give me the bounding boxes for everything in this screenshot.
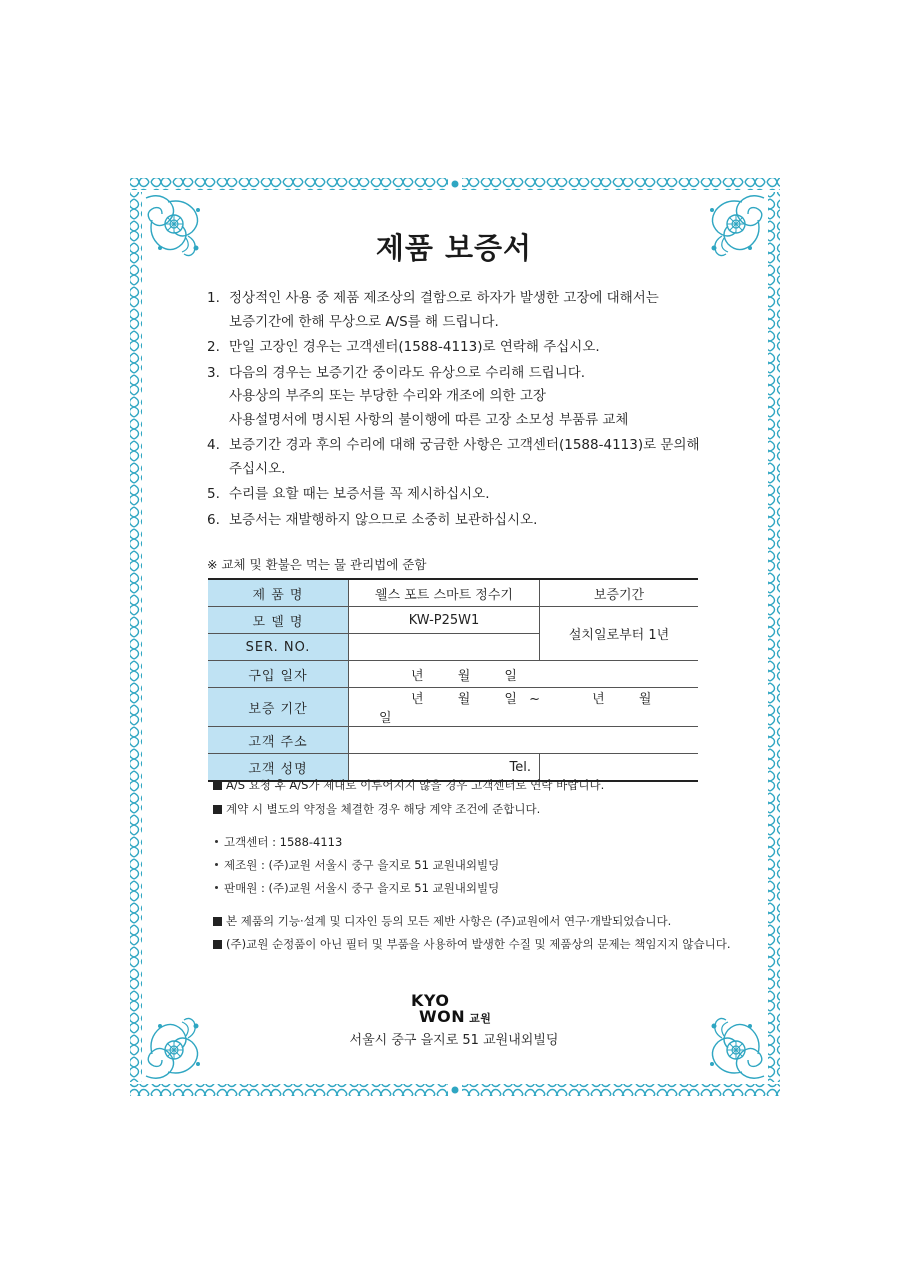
term-item <box>207 362 727 433</box>
dot-bullet-icon <box>215 886 218 889</box>
term-text: 주십시오. <box>229 460 286 477</box>
term-text: 만일 고장인 경우는 고객센터(1588-4113)로 연락해 주십시오. <box>229 339 600 355</box>
year-label: 년 <box>592 692 605 707</box>
dot-bullet-icon <box>215 840 218 843</box>
term-text: 정상적인 사용 중 제품 제조상의 결함으로 하자가 발생한 고장에 대해서는 <box>229 290 659 306</box>
tel-label: Tel. <box>509 759 531 775</box>
notice-item <box>213 801 540 817</box>
warranty-table <box>208 578 698 782</box>
term-number: 4. <box>207 437 220 453</box>
year-label: 년 <box>411 668 424 684</box>
model-name-label: 모 델 명 <box>208 607 349 634</box>
day-label: 일 <box>379 711 392 726</box>
dot-bullet-icon <box>215 863 218 866</box>
month-label: 월 <box>638 692 652 707</box>
table-row <box>208 607 698 634</box>
square-bullet-icon <box>213 940 222 949</box>
term-item <box>207 336 727 360</box>
serial-number-field[interactable] <box>349 634 540 661</box>
customer-name-label: 고객 성명 <box>208 754 349 782</box>
term-item <box>207 509 727 533</box>
warranty-dates-label: 보증 기간 <box>208 688 349 727</box>
square-bullet-icon <box>213 805 222 814</box>
notice-item <box>213 913 671 929</box>
replacement-note: ※ 교체 및 환불은 먹는 물 관리법에 준함 <box>207 557 427 572</box>
notice-text: 본 제품의 기능·설계 및 디자인 등의 모든 제반 사항은 (주)교원에서 연구·개발되었습니다. <box>226 914 672 928</box>
purchase-date-field[interactable] <box>349 661 699 688</box>
term-number: 1. <box>207 290 220 306</box>
logo-line-2 <box>411 1009 491 1027</box>
serial-number-label: SER. NO. <box>208 634 349 661</box>
logo-korean: 교원 <box>469 1012 492 1025</box>
term-item <box>207 287 727 334</box>
notice-item <box>213 777 604 793</box>
term-number: 5. <box>207 486 220 502</box>
customer-address-field[interactable] <box>349 727 699 754</box>
table-row <box>208 688 698 727</box>
logo-line-1: KYO <box>411 991 450 1010</box>
term-number: 6. <box>207 511 220 528</box>
day-label: 일 <box>504 692 517 707</box>
term-text: 보증기간 경과 후의 수리에 대해 궁금한 사항은 고객센터(1588-4113)로 문의해 <box>229 437 700 453</box>
square-bullet-icon <box>213 781 222 790</box>
term-text: 다음의 경우는 보증기간 중이라도 유상으로 수리해 드립니다. <box>229 364 586 381</box>
model-name-value: KW-P25W1 <box>349 607 540 634</box>
product-name-value: 웰스 포트 스마트 정수기 <box>349 579 540 607</box>
table-row <box>208 727 698 754</box>
notice-text: 계약 시 별도의 약정을 체결한 경우 해당 계약 조건에 준합니다. <box>226 802 541 816</box>
contact-item <box>215 857 499 873</box>
term-item <box>207 434 727 481</box>
notice-item <box>213 936 731 952</box>
year-label: 년 <box>411 692 424 707</box>
square-bullet-icon <box>213 917 222 926</box>
warranty-period-value: 설치일로부터 1년 <box>540 607 699 661</box>
kyowon-logo <box>411 993 491 1027</box>
day-label: 일 <box>504 668 517 684</box>
customer-address-label: 고객 주소 <box>208 727 349 754</box>
warranty-terms-list <box>207 287 727 532</box>
term-item <box>207 483 727 507</box>
term-text: 보증기간에 한해 무상으로 A/S를 해 드립니다. <box>229 313 499 330</box>
page-title: 제품 보증서 <box>375 231 533 265</box>
product-name-label: 제 품 명 <box>208 579 349 607</box>
term-text: 수리를 요할 때는 보증서를 꼭 제시하십시오. <box>229 486 490 502</box>
logo-word: WON <box>419 1007 466 1026</box>
contact-item <box>215 834 342 850</box>
table-row <box>208 661 698 688</box>
term-number: 2. <box>207 339 220 355</box>
term-text: 사용설명서에 명시된 사항의 불이행에 따른 고장 소모성 부품류 교체 <box>229 411 629 428</box>
month-label: 월 <box>457 668 471 684</box>
term-number: 3. <box>207 364 220 381</box>
contact-text: 판매원 : (주)교원 서울시 중구 을지로 51 교원내외빌딩 <box>224 881 500 895</box>
term-text: 보증서는 재발행하지 않으므로 소중히 보관하십시오. <box>229 511 538 528</box>
range-separator: ~ <box>529 692 541 707</box>
purchase-date-label: 구입 일자 <box>208 661 349 688</box>
warranty-dates-field[interactable] <box>349 688 699 727</box>
contact-text: 제조원 : (주)교원 서울시 중구 을지로 51 교원내외빌딩 <box>224 858 500 872</box>
contact-text: 고객센터 : 1588-4113 <box>224 835 343 849</box>
warranty-period-header: 보증기간 <box>540 579 699 607</box>
company-address: 서울시 중구 을지로 51 교원내외빌딩 <box>349 1033 559 1048</box>
term-text: 사용상의 부주의 또는 부당한 수리와 개조에 의한 고장 <box>229 388 546 404</box>
month-label: 월 <box>457 692 471 707</box>
table-row <box>208 579 698 607</box>
contact-item <box>215 880 499 896</box>
notice-text: A/S 요청 후 A/S가 제대로 이루어지지 않을 경우 고객센터로 연락 바랍니다. <box>226 778 605 792</box>
notice-text: (주)교원 순정품이 아닌 필터 및 부품을 사용하여 발생한 수질 및 제품상의 문제는 책임지지 않습니다. <box>226 937 731 951</box>
